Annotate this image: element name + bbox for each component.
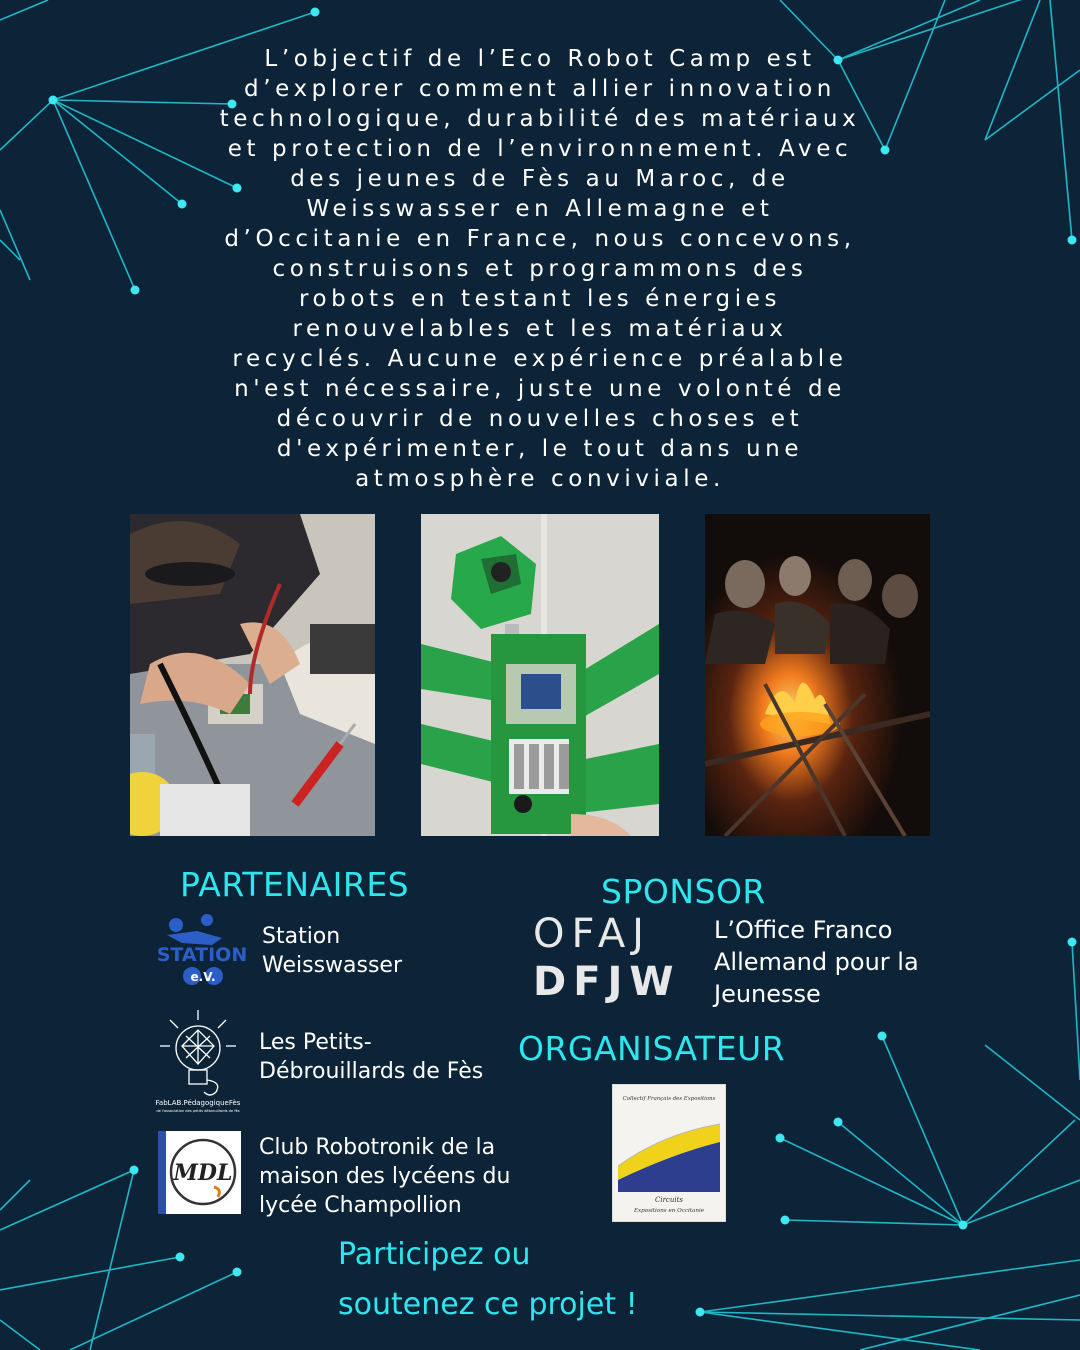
svg-text:Collectif Français des Exposit: Collectif Français des Expositions [622, 1096, 716, 1102]
partner-name-line: Débrouillards de Fès [259, 1059, 484, 1084]
svg-text:e.V.: e.V. [190, 970, 216, 984]
intro-line: renouvelables et les matériaux [292, 316, 788, 342]
svg-text:FabLAB.PédagogiqueFès: FabLAB.PédagogiqueFès [156, 1099, 240, 1107]
photo-soldering [130, 514, 375, 836]
partner-name-line: Les Petits- [259, 1030, 372, 1055]
call-to-action [338, 1230, 638, 1330]
ofaj-logo-line: OFAJ [533, 911, 651, 957]
organizer-logo [612, 1084, 726, 1222]
partner-name-line: Weisswasser [262, 953, 403, 978]
dfjw-logo-line: DFJW [533, 959, 681, 1005]
cta-line: soutenez ce projet ! [338, 1287, 638, 1322]
intro-line: d’explorer comment allier innovation [244, 76, 836, 102]
sponsor-name-line: Jeunesse [714, 980, 821, 1008]
intro-line: découvrir de nouvelles choses et [276, 406, 804, 432]
intro-line: d'expérimenter, le tout dans une [276, 436, 804, 462]
sponsor-name-line: Allemand pour la [714, 948, 919, 976]
intro-line: n'est nécessaire, juste une volonté de [234, 376, 846, 402]
intro-line: et protection de l’environnement. Avec [227, 136, 853, 162]
svg-text:de l'association des petits dé: de l'association des petits débrouillards de fès [156, 1109, 240, 1113]
intro-line: recyclés. Aucune expérience préalable [232, 346, 848, 372]
intro-line: des jeunes de Fès au Maroc, de [290, 166, 790, 192]
intro-line: robots en testant les énergies [298, 286, 782, 312]
svg-text:STATION: STATION [156, 944, 248, 966]
photo-campfire [705, 514, 930, 836]
svg-text:Expositions en Occitanie: Expositions en Occitanie [633, 1208, 705, 1214]
partner-name-line: lycée Champollion [259, 1193, 462, 1218]
fablab-bulb-logo [156, 1008, 240, 1114]
ofaj-logo [533, 910, 681, 1006]
partner-name-line: maison des lycéens du [259, 1164, 511, 1189]
photo-robot [421, 514, 659, 836]
partner-name-line: Club Robotronik de la [259, 1135, 496, 1160]
partners-title: PARTENAIRES [180, 865, 410, 904]
intro-line: atmosphère conviviale. [355, 466, 725, 492]
mdl-logo [158, 1131, 241, 1214]
svg-text:MDL: MDL [173, 1160, 233, 1186]
intro-paragraph [190, 44, 890, 494]
intro-line: technologique, durabilité des matériaux [219, 106, 861, 132]
intro-line: Weisswasser en Allemagne et [306, 196, 774, 222]
intro-line: L’objectif de l’Eco Robot Camp est [264, 46, 816, 72]
station-logo [152, 913, 252, 988]
cta-line: Participez ou [338, 1237, 531, 1272]
organizer-title: ORGANISATEUR [518, 1029, 786, 1068]
intro-line: d’Occitanie en France, nous concevons, [224, 226, 856, 252]
partner-name-robotronik [259, 1133, 510, 1220]
intro-line: construisons et programmons des [272, 256, 808, 282]
partner-name-line: Station [262, 924, 341, 949]
svg-text:Circuits: Circuits [654, 1196, 684, 1204]
partner-name-station [262, 922, 402, 980]
sponsor-name-line: L’Office Franco [714, 916, 893, 944]
sponsor-name [714, 914, 919, 1010]
sponsor-title: SPONSOR [601, 872, 766, 911]
partner-name-petits-debrouillards [259, 1028, 483, 1086]
